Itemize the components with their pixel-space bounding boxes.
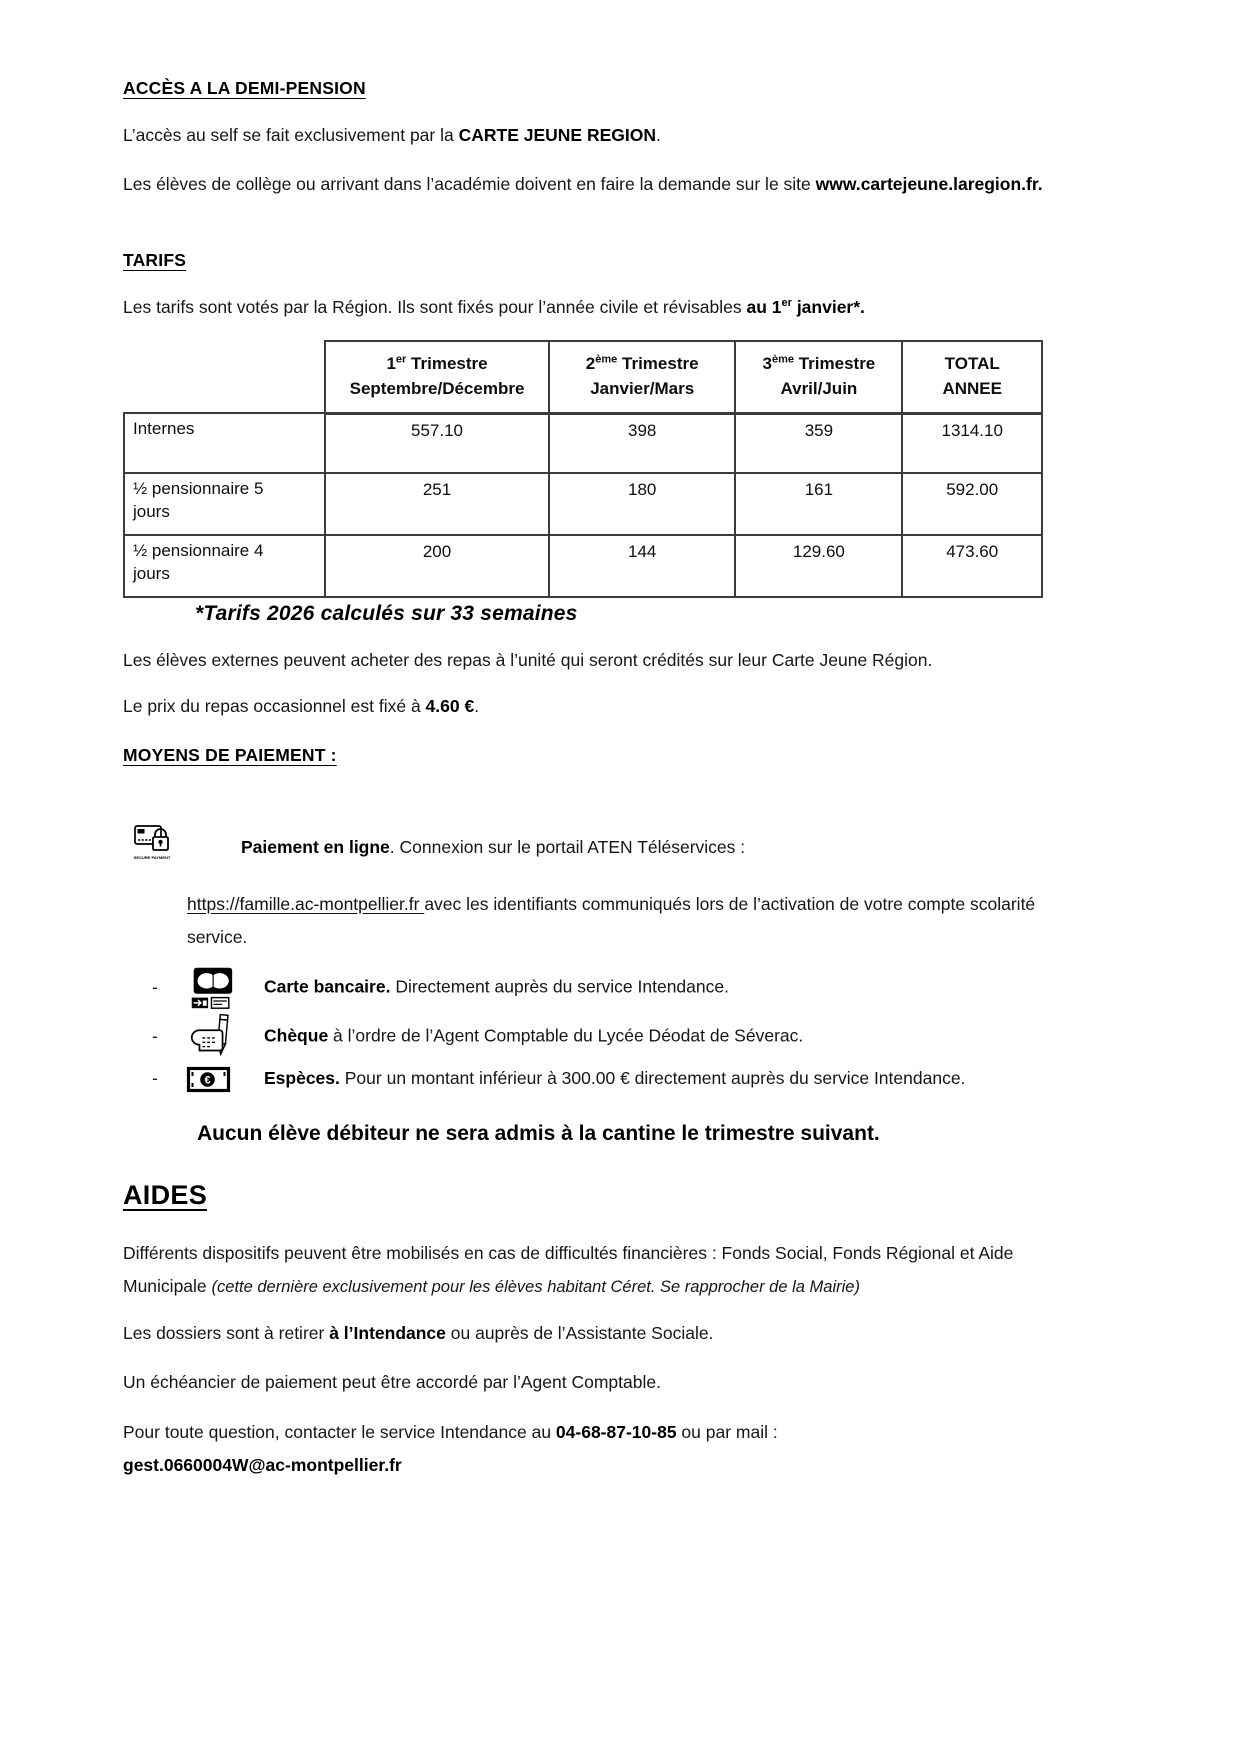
paragraph-dossiers: Les dossiers sont à retirer à l’Intendance ou auprès de l’Assistante Sociale. [123, 1323, 714, 1344]
section-heading-acces: ACCÈS A LA DEMI-PENSION [123, 78, 366, 98]
payment-online-text: Paiement en ligne. Connexion sur le portail ATEN Téléservices : [241, 836, 746, 857]
table-header-trimestre-3: 3ème Trimestre Avril/Juin [735, 341, 902, 414]
cell-value: 557.10 [325, 413, 549, 473]
cell-value: 473.60 [902, 535, 1042, 597]
table-corner-cell [124, 341, 325, 414]
cell-value: 144 [549, 535, 735, 597]
cell-value: 592.00 [902, 473, 1042, 535]
section-heading-aides: AIDES [123, 1179, 208, 1210]
paragraph-acces-self: L’accès au self se fait exclusivement par la CARTE JEUNE REGION. [123, 125, 661, 145]
cell-value: 398 [549, 413, 735, 473]
row-label: ½ pensionnaire 5 jours [124, 473, 325, 535]
debtor-warning-text: Aucun élève débiteur ne sera admis à la cantine le trimestre suivant. [197, 1121, 880, 1145]
cell-value: 161 [735, 473, 902, 535]
payment-item-carte-bancaire: - Carte bancaire. Directement auprès du service Intendance. [187, 966, 1043, 1010]
paragraph-demande-site: Les élèves de collège ou arrivant dans l’académie doivent en faire la demande sur le site www.cartejeune.laregion.fr. [123, 174, 1043, 195]
cell-value: 129.60 [735, 535, 902, 597]
cell-value: 180 [549, 473, 735, 535]
list-dash: - [152, 976, 158, 997]
table-header-trimestre-2: 2ème Trimestre Janvier/Mars [549, 341, 735, 414]
paragraph-teleservices-link: https://famille.ac-montpellier.fr avec les identifiants communiqués lors de l’activation de votre compte scolarité service. [187, 893, 1036, 947]
section-heading-paiement: MOYENS DE PAIEMENT : [123, 744, 337, 765]
secure-payment-icon [133, 822, 179, 866]
cell-value: 359 [735, 413, 902, 473]
table-header-trimestre-1: 1er Trimestre Septembre/Décembre [325, 341, 549, 414]
paragraph-tarifs-intro: Les tarifs sont votés par la Région. Ils sont fixés pour l’année civile et révisables au 1er janvier*. [123, 296, 865, 317]
paragraph-externes: Les élèves externes peuvent acheter des repas à l’unité qui seront crédités sur leur Carte Jeune Région. [123, 650, 933, 671]
paragraph-prix-repas: Le prix du repas occasionnel est fixé à 4.60 €. [123, 695, 480, 716]
cheque-pen-icon [186, 1012, 236, 1062]
payment-online-row [133, 822, 1043, 866]
payment-item-cheque: - Chèque à l’ordre de l’Agent Comptable du Lycée Déodat de Séverac. [187, 1012, 1043, 1062]
svg-text:SECURE PAYMENT: SECURE PAYMENT [133, 854, 171, 860]
credit-card-icon [186, 966, 236, 1010]
row-label: ½ pensionnaire 4 jours [124, 535, 325, 597]
cash-banknote-icon [186, 1065, 232, 1095]
table-row-demi-pensionnaire-5j [124, 473, 1042, 535]
table-row-internes [124, 413, 1042, 473]
paragraph-contact: Pour toute question, contacter le service Intendance au 04-68-87-10-85 ou par mail : gest.0660004W@ac-montpellier.fr [123, 1416, 1043, 1483]
section-heading-tarifs: TARIFS [123, 249, 187, 270]
list-dash: - [152, 1068, 158, 1089]
payment-item-especes: - € Espèces. Pour un montant inférieur à 300.00 € directement auprès du service Intendance. [187, 1062, 1043, 1095]
table-row-demi-pensionnaire-4j [124, 535, 1042, 597]
cell-value: 200 [325, 535, 549, 597]
tariff-table-header-row [124, 341, 1042, 414]
table-header-total: TOTAL ANNEE [902, 341, 1042, 414]
row-label: Internes [124, 413, 325, 473]
tariff-footnote: *Tarifs 2026 calculés sur 33 semaines [195, 602, 578, 626]
list-dash: - [152, 1025, 158, 1046]
paragraph-echeancier: Un échéancier de paiement peut être accordé par l’Agent Comptable. [123, 1372, 661, 1393]
cell-value: 251 [325, 473, 549, 535]
tariff-table [123, 340, 1043, 599]
svg-text:€: € [204, 1074, 211, 1087]
cell-value: 1314.10 [902, 413, 1042, 473]
famille-portal-link[interactable]: https://famille.ac-montpellier.fr [187, 893, 425, 914]
contact-email: gest.0660004W@ac-montpellier.fr [123, 1454, 402, 1475]
paragraph-aides-dispositifs: Différents dispositifs peuvent être mobilisés en cas de difficultés financières : Fonds Social, Fonds Régional et Aide Municipale (cette dernière exclusivement pour les élèves habitant Céret. Se rapprocher de la Mairie) [123, 1242, 1014, 1296]
